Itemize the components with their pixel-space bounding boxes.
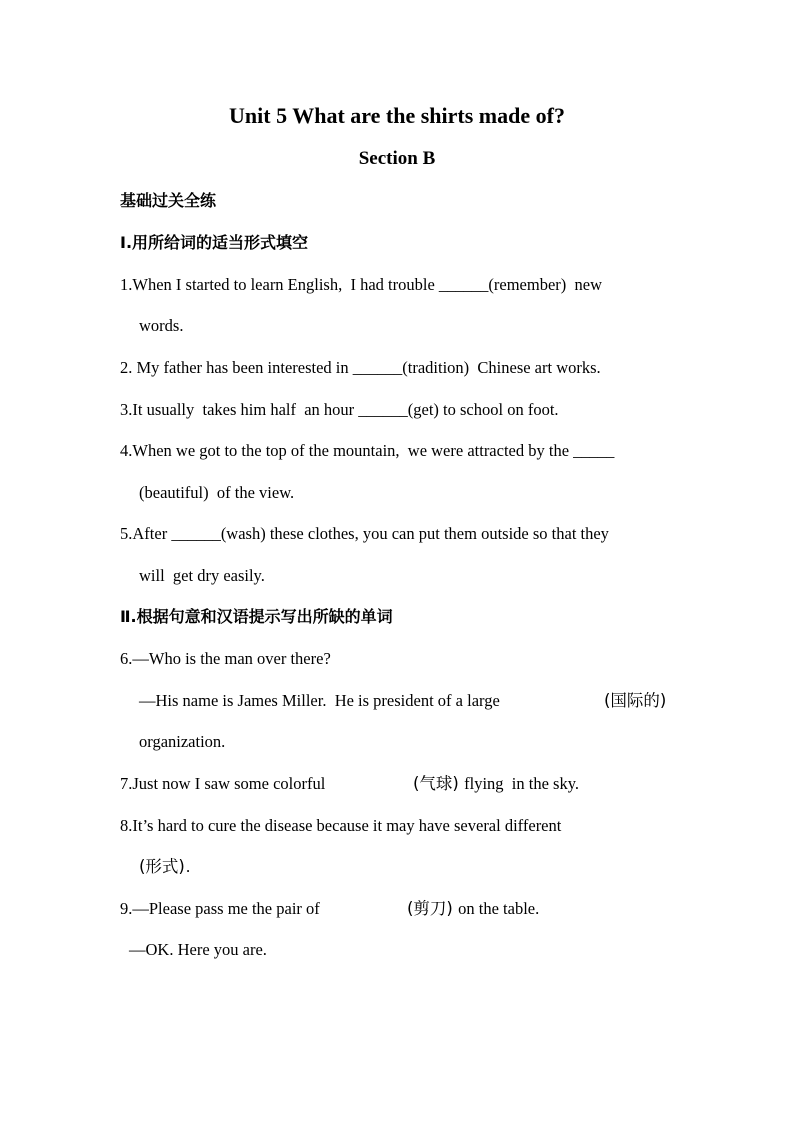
part1-heading: Ⅰ.用所给词的适当形式填空 bbox=[120, 233, 309, 252]
question-1-line-1: 1.When I started to learn English, I had trouble ______(remember) new bbox=[120, 275, 603, 294]
question-1-line-2: words. bbox=[139, 316, 184, 335]
question-9-line-2: —OK. Here you are. bbox=[129, 940, 267, 959]
question-7-hint: (气球) bbox=[413, 774, 459, 793]
question-8-line-1: 8.It’s hard to cure the disease because it may have several different bbox=[120, 816, 562, 835]
question-6-line-2: —His name is James Miller. He is president of a large bbox=[139, 691, 500, 710]
question-8-end: . bbox=[186, 857, 191, 876]
question-3: 3.It usually takes him half an hour ______(get) to school on foot. bbox=[120, 400, 559, 419]
question-5-line-1: 5.After ______(wash) these clothes, you can put them outside so that they bbox=[120, 524, 609, 543]
question-4-line-2: (beautiful) of the view. bbox=[139, 483, 295, 502]
question-9-end: on the table. bbox=[454, 899, 540, 918]
section-title: Section B bbox=[358, 148, 436, 169]
question-9-text: 9.—Please pass me the pair of bbox=[120, 899, 320, 918]
unit-title: Unit 5 What are the shirts made of? bbox=[229, 103, 565, 128]
question-7-text: 7.Just now I saw some colorful bbox=[120, 774, 326, 793]
question-5-line-2: will get dry easily. bbox=[139, 566, 265, 585]
question-8-hint: (形式) bbox=[139, 857, 185, 876]
question-4-line-1: 4.When we got to the top of the mountain, we were attracted by the _____ bbox=[120, 441, 615, 460]
question-6-hint: (国际的) bbox=[604, 691, 667, 710]
question-6-line-3: organization. bbox=[139, 732, 226, 751]
question-6-line-1: 6.—Who is the man over there? bbox=[120, 649, 331, 668]
question-2: 2. My father has been interested in ______(tradition) Chinese art works. bbox=[120, 358, 601, 377]
part2-heading: Ⅱ.根据句意和汉语提示写出所缺的单词 bbox=[120, 607, 393, 626]
question-9-hint: (剪刀) bbox=[407, 899, 453, 918]
exercise-heading: 基础过关全练 bbox=[120, 191, 217, 210]
question-7-end: flying in the sky. bbox=[460, 774, 580, 793]
